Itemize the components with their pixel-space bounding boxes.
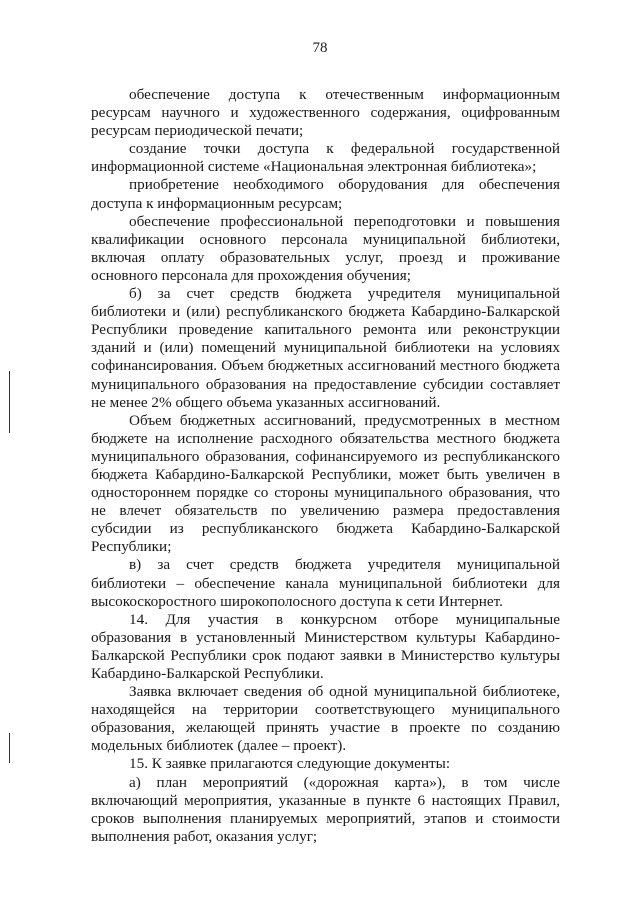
paragraph: а) план мероприятий («дорожная карта»), в том числе включающий мероприятия, указанные в пункте 6 настоящих Правил, сроков выполнения планируемых мероприятий, этапов и стоимости выполнения работ, оказания услуг; — [91, 773, 560, 845]
paragraph: 15. К заявке прилагаются следующие документы: — [129, 755, 451, 773]
paragraph: б) за счет средств бюджета учредителя муниципальной библиотеки и (или) республиканского бюджета Кабардино-Балкарской Республики проведение капитального ремонта или реконструкции зданий и (или) помещений муниципальной библиотеки на условиях софинансирования. Объем бюджетных ассигнований местного бюджета муниципального образования на предоставление субсидии составляет не менее 2% общего объема указанных ассигнований. — [91, 285, 560, 411]
margin-scan-mark — [9, 371, 10, 433]
paragraph: Объем бюджетных ассигнований, предусмотренных в местном бюджете на исполнение расходного обязательства местного бюджета муниципального образования, софинансируемого из республиканского бюджета Кабардино-Балкарской Республики, может быть увеличен в одностороннем порядке со стороны муниципального образования, что не влечет обязательств по увеличению размера предоставления субсидии из республиканского бюджета Кабардино-Балкарской Республики; — [91, 411, 560, 556]
margin-scan-mark — [9, 733, 10, 763]
paragraph: обеспечение доступа к отечественным информационным ресурсам научного и художественного содержания, оцифрованным ресурсам периодической печати; — [91, 86, 560, 140]
paragraph: Заявка включает сведения об одной муниципальной библиотеке, находящейся на территории соответствующего муниципального образования, желающей принять участие в проекте по созданию модельных библиотек (далее – проект). — [91, 683, 560, 755]
paragraph: в) за счет средств бюджета учредителя муниципальной библиотеки – обеспечение канала муниципальной библиотеки для высокоскоростного широкополосного доступа к сети Интернет. — [91, 556, 560, 610]
paragraph: обеспечение профессиональной переподготовки и повышения квалификации основного персонала муниципальной библиотеки, включая оплату образовательных услуг, проезд и проживание основного персонала для прохождения обучения; — [91, 212, 560, 284]
paragraph: приобретение необходимого оборудования для обеспечения доступа к информационным ресурсам; — [91, 176, 560, 212]
page-number: 78 — [312, 40, 328, 56]
paragraph: создание точки доступа к федеральной государственной информационной системе «Национальная электронная библиотека»; — [91, 140, 560, 176]
paragraph: 14. Для участия в конкурсном отборе муниципальные образования в установленный Министерством культуры Кабардино-Балкарской Республики срок подают заявки в Министерство культуры Кабардино-Балкарской Республики. — [91, 610, 560, 682]
document-body — [91, 86, 560, 846]
